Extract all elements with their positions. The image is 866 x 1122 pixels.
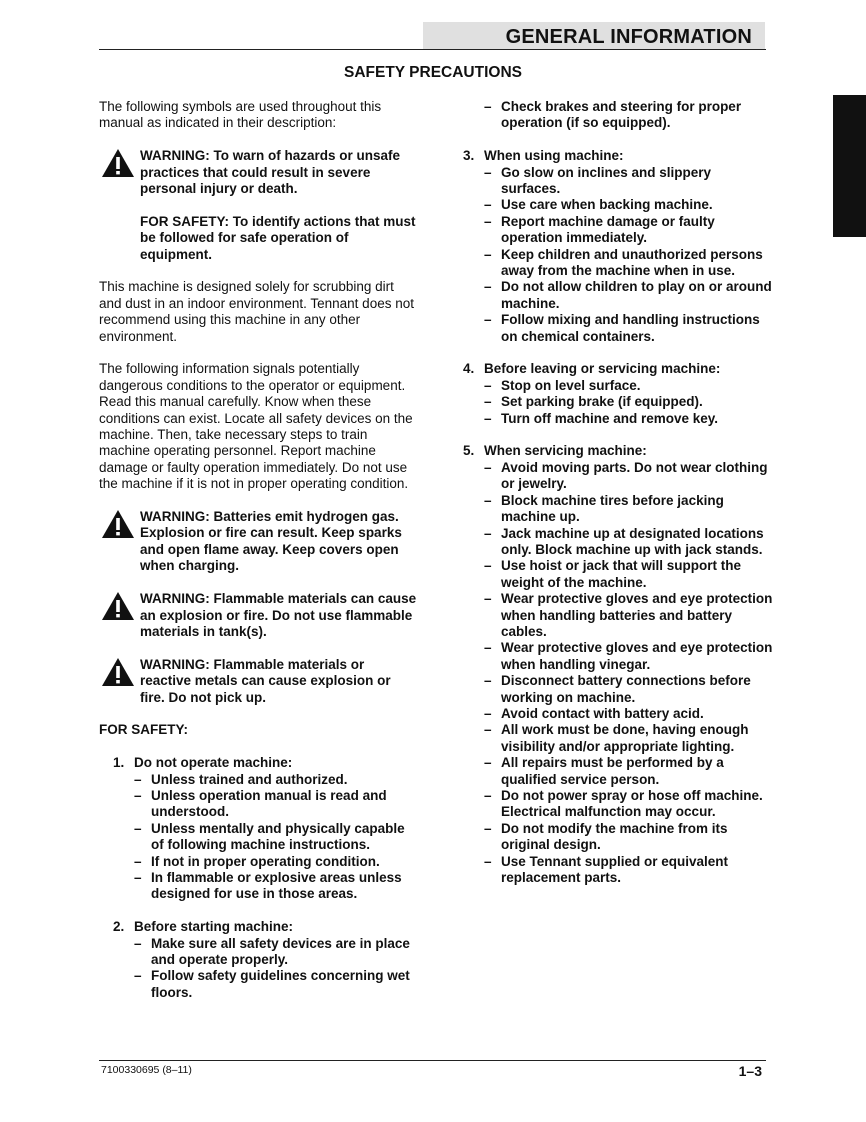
item-2-bullets: [134, 936, 419, 1002]
right-column: [463, 99, 773, 886]
footer-rule: [99, 1060, 766, 1061]
warning-definition: [99, 148, 419, 263]
warning-flammable-tank: [99, 591, 419, 640]
warning-triangle-icon: [101, 509, 135, 539]
item-4-bullets: [484, 378, 773, 427]
list-item: – Set parking brake (if equipped).: [484, 394, 773, 410]
warning-triangle-icon: [101, 657, 135, 687]
safety-item-3: [463, 148, 773, 345]
item-title: Before starting machine:: [134, 919, 294, 935]
list-item: – Unless mentally and physically capable of following machine instructions.: [134, 821, 419, 854]
list-item: – Check brakes and steering for proper operation (if so equipped).: [484, 99, 773, 132]
safety-item-2: [113, 919, 419, 1001]
item-5-bullets: [484, 460, 773, 887]
warning-triangle-icon: [101, 591, 135, 621]
item-title: When using machine:: [484, 148, 624, 164]
safety-item-1: [113, 755, 419, 903]
list-item: – Make sure all safety devices are in place and operate properly.: [134, 936, 419, 969]
item-1-bullets: [134, 772, 419, 903]
item-number: 3.: [463, 148, 475, 164]
warning-triangle-icon: [101, 148, 135, 178]
machine-usage-paragraph: This machine is designed solely for scrubbing dirt and dust in an indoor environment. Tennant does not recommend using this machine in any other environment.: [99, 279, 414, 344]
list-item: – Jack machine up at designated locations only. Block machine up with jack stands.: [484, 526, 773, 559]
list-item: – Unless trained and authorized.: [134, 772, 419, 788]
warning-batteries-text: WARNING: Batteries emit hydrogen gas. Explosion or fire can result. Keep sparks and open flame away. Keep covers open when charging.: [140, 509, 402, 574]
list-item: – Use Tennant supplied or equivalent replacement parts.: [484, 854, 773, 887]
list-item: – Follow mixing and handling instructions on chemical containers.: [484, 312, 773, 345]
list-item: – Unless operation manual is read and understood.: [134, 788, 419, 821]
item-3-bullets: [484, 165, 773, 345]
item-title: Before leaving or servicing machine:: [484, 361, 721, 377]
warning-batteries: [99, 509, 419, 575]
list-item: – Turn off machine and remove key.: [484, 411, 773, 427]
warning-flammable-tank-text: WARNING: Flammable materials can cause an explosion or fire. Do not use flammable materials in tank(s).: [140, 591, 417, 639]
list-item: – Disconnect battery connections before working on machine.: [484, 673, 773, 706]
item-number: 4.: [463, 361, 475, 377]
item-title: When servicing machine:: [484, 443, 647, 459]
intro-paragraph: The following symbols are used throughout this manual as indicated in their description:: [99, 99, 382, 131]
safety-item-4: [463, 361, 773, 427]
list-item: – Avoid moving parts. Do not wear clothing or jewelry.: [484, 460, 773, 493]
list-item: – Do not power spray or hose off machine. Electrical malfunction may occur.: [484, 788, 773, 821]
list-item: – All repairs must be performed by a qualified service person.: [484, 755, 773, 788]
page-header-title: GENERAL INFORMATION: [505, 26, 752, 48]
item-number: 2.: [113, 919, 125, 935]
section-tab-marker: [833, 95, 866, 237]
safety-list-left: [99, 755, 419, 1001]
header-rule: [99, 49, 766, 50]
section-title: SAFETY PRECAUTIONS: [344, 64, 522, 81]
left-column: [99, 99, 419, 1001]
list-item: – All work must be done, having enough visibility and/or appropriate lighting.: [484, 722, 773, 755]
list-item: – Wear protective gloves and eye protection when handling vinegar.: [484, 640, 773, 673]
list-item: – If not in proper operating condition.: [134, 854, 419, 870]
list-item: – Stop on level surface.: [484, 378, 773, 394]
item-2-continued: [463, 99, 773, 132]
list-item: – In flammable or explosive areas unless designed for use in those areas.: [134, 870, 419, 903]
for-safety-heading: FOR SAFETY:: [99, 722, 188, 738]
list-item: – Keep children and unauthorized persons away from the machine when in use.: [484, 247, 773, 280]
list-item: – Use care when backing machine.: [484, 197, 773, 213]
safety-item-5: [463, 443, 773, 886]
list-item: – Wear protective gloves and eye protection when handling batteries and battery cables.: [484, 591, 773, 640]
list-item: – Report machine damage or faulty operation immediately.: [484, 214, 773, 247]
warning-reactive-metals-text: WARNING: Flammable materials or reactive metals can cause explosion or fire. Do not pick up.: [140, 656, 391, 705]
item-number: 5.: [463, 443, 475, 459]
document-code: 7100330695 (8–11): [101, 1064, 192, 1076]
list-item: – Do not allow children to play on or around machine.: [484, 279, 773, 312]
list-item: – Use hoist or jack that will support the weight of the machine.: [484, 558, 773, 591]
item-number: 1.: [113, 755, 125, 771]
item-2-continued-bullets: [484, 99, 773, 132]
list-item: – Do not modify the machine from its original design.: [484, 821, 773, 854]
safety-definition-text: FOR SAFETY: To identify actions that must be followed for safe operation of equipment.: [140, 213, 416, 262]
danger-signals-paragraph: The following information signals potentially dangerous conditions to the operator or equipment. Read this manual carefully. Know when these conditions can exist. Locate all safety devices on the machine. Then, take necessary steps to train machine operating personnel. Report machine damage or faulty operation immediately. Do not use the machine if it is not in proper operating condition.: [99, 361, 413, 492]
list-item: – Block machine tires before jacking machine up.: [484, 493, 773, 526]
list-item: – Avoid contact with battery acid.: [484, 706, 773, 722]
list-item: – Go slow on inclines and slippery surfaces.: [484, 165, 773, 198]
warning-reactive-metals: [99, 657, 419, 706]
warning-definition-text: WARNING: To warn of hazards or unsafe practices that could result in severe personal injury or death.: [140, 148, 401, 197]
page-number: 1–3: [738, 1063, 762, 1079]
list-item: – Follow safety guidelines concerning wet floors.: [134, 968, 419, 1001]
item-title: Do not operate machine:: [134, 755, 293, 771]
